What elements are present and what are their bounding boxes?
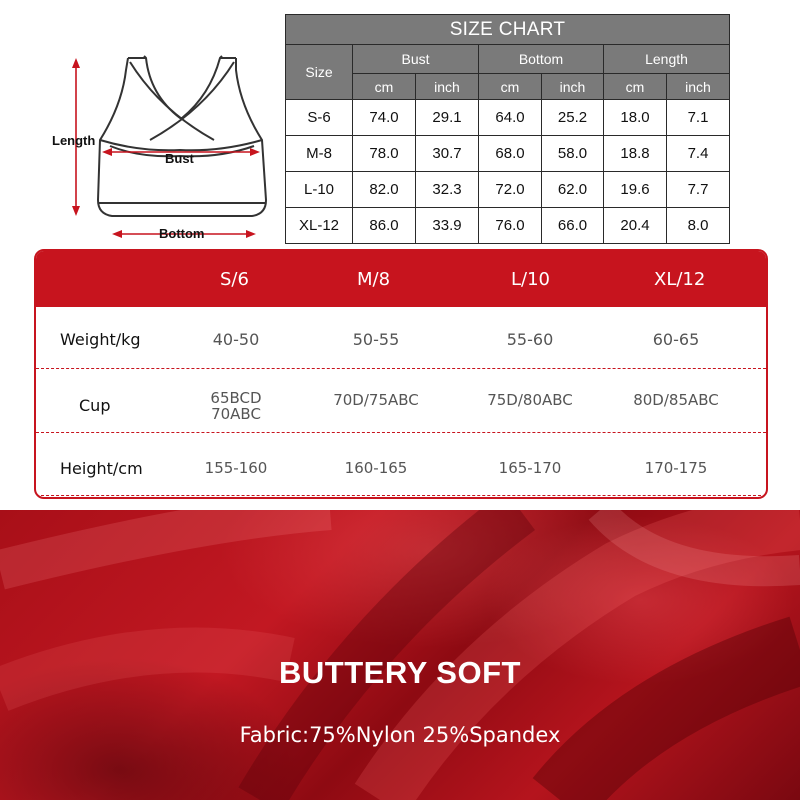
length-label: Length bbox=[52, 133, 96, 148]
table-cell: 68.0 bbox=[479, 136, 542, 172]
table-cell: 30.7 bbox=[416, 136, 479, 172]
table-cell: 25.2 bbox=[542, 100, 604, 136]
table-cell: 29.1 bbox=[416, 100, 479, 136]
fit-guide-card bbox=[34, 249, 768, 499]
table-cell: 66.0 bbox=[542, 208, 604, 244]
height-cell: 155-160 bbox=[204, 459, 268, 477]
size-column-s: S/6 bbox=[220, 269, 249, 290]
fabric-photo-banner bbox=[0, 510, 800, 800]
row-divider bbox=[36, 368, 766, 369]
table-cell: 76.0 bbox=[479, 208, 542, 244]
table-cell: 18.8 bbox=[604, 136, 667, 172]
unit-header: cm bbox=[604, 74, 667, 100]
table-row bbox=[286, 136, 730, 172]
size-column-m: M/8 bbox=[357, 269, 391, 290]
row-divider bbox=[36, 495, 766, 496]
bra-measurement-diagram bbox=[0, 0, 282, 245]
unit-header: inch bbox=[542, 74, 604, 100]
bust-group-header: Bust bbox=[353, 45, 479, 74]
unit-header: inch bbox=[667, 74, 730, 100]
length-group-header: Length bbox=[604, 45, 730, 74]
size-column-l: L/10 bbox=[511, 269, 550, 290]
size-chart-title: SIZE CHART bbox=[286, 15, 730, 45]
weight-cell: 40-50 bbox=[212, 330, 260, 349]
fit-guide-header bbox=[36, 251, 766, 307]
bust-label: Bust bbox=[165, 151, 194, 166]
table-cell: 7.4 bbox=[667, 136, 730, 172]
height-cell: 170-175 bbox=[644, 459, 708, 477]
cup-cell: 80D/85ABC bbox=[633, 391, 719, 409]
table-cell: 8.0 bbox=[667, 208, 730, 244]
table-row bbox=[286, 100, 730, 136]
size-cell: XL-12 bbox=[286, 208, 353, 244]
table-row bbox=[286, 172, 730, 208]
sports-bra-outline-icon bbox=[0, 0, 282, 245]
table-cell: 82.0 bbox=[353, 172, 416, 208]
size-cell: L-10 bbox=[286, 172, 353, 208]
table-cell: 72.0 bbox=[479, 172, 542, 208]
size-chart-table bbox=[285, 14, 730, 244]
size-column-header: Size bbox=[286, 45, 353, 100]
table-cell: 32.3 bbox=[416, 172, 479, 208]
unit-header: cm bbox=[479, 74, 542, 100]
table-cell: 64.0 bbox=[479, 100, 542, 136]
table-cell: 86.0 bbox=[353, 208, 416, 244]
table-cell: 18.0 bbox=[604, 100, 667, 136]
height-cell: 165-170 bbox=[498, 459, 562, 477]
height-cell: 160-165 bbox=[344, 459, 408, 477]
table-row bbox=[286, 208, 730, 244]
weight-cell: 60-65 bbox=[652, 330, 700, 349]
size-cell: M-8 bbox=[286, 136, 353, 172]
table-cell: 7.1 bbox=[667, 100, 730, 136]
row-divider bbox=[36, 432, 766, 433]
bottom-label: Bottom bbox=[159, 226, 205, 241]
table-cell: 33.9 bbox=[416, 208, 479, 244]
bottom-group-header: Bottom bbox=[479, 45, 604, 74]
fabric-title: BUTTERY SOFT bbox=[279, 655, 521, 690]
weight-row-label: Weight/kg bbox=[60, 330, 141, 349]
weight-cell: 55-60 bbox=[506, 330, 554, 349]
unit-header: cm bbox=[353, 74, 416, 100]
cup-cell: 75D/80ABC bbox=[487, 391, 573, 409]
table-cell: 19.6 bbox=[604, 172, 667, 208]
cup-cell: 65BCD 70ABC bbox=[210, 389, 262, 423]
table-cell: 62.0 bbox=[542, 172, 604, 208]
table-cell: 74.0 bbox=[353, 100, 416, 136]
fabric-composition: Fabric:75%Nylon 25%Spandex bbox=[239, 723, 561, 747]
weight-cell: 50-55 bbox=[352, 330, 400, 349]
height-row-label: Height/cm bbox=[60, 459, 143, 478]
cup-cell: 70D/75ABC bbox=[333, 391, 419, 409]
size-cell: S-6 bbox=[286, 100, 353, 136]
table-cell: 20.4 bbox=[604, 208, 667, 244]
table-cell: 58.0 bbox=[542, 136, 604, 172]
table-cell: 7.7 bbox=[667, 172, 730, 208]
table-cell: 78.0 bbox=[353, 136, 416, 172]
size-column-xl: XL/12 bbox=[654, 269, 706, 290]
unit-header: inch bbox=[416, 74, 479, 100]
cup-row-label: Cup bbox=[79, 396, 111, 415]
